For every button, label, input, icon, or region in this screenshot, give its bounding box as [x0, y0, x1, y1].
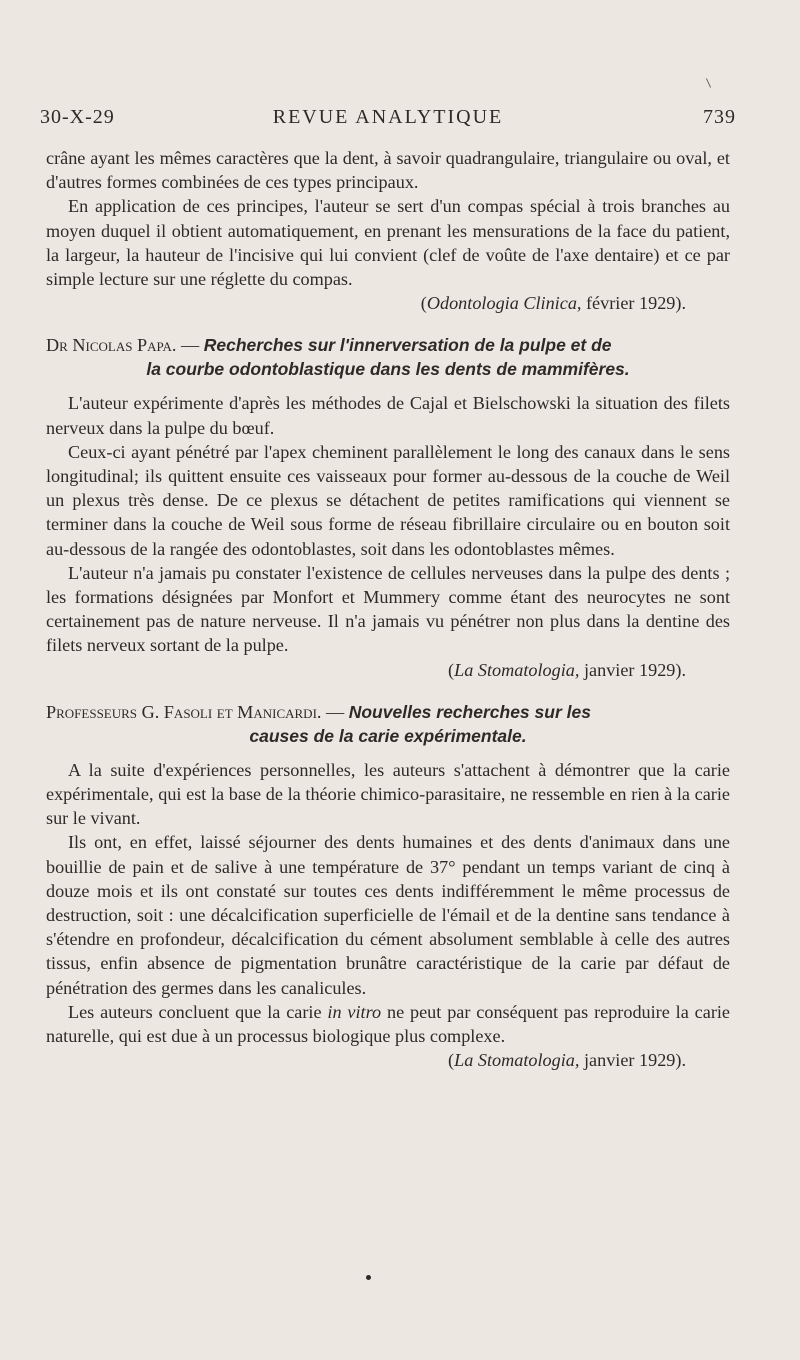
- header-date: 30-X-29: [40, 106, 115, 128]
- ink-dot: [366, 1275, 371, 1280]
- article-title-continued: la courbe odontoblastique dans les dents de mammifères.: [146, 359, 630, 380]
- article-heading: Dr Nicolas Papa. — Recherches sur l'innerversation de la pulpe et de la courbe odontoblastique dans les dents de mammifères.: [46, 333, 730, 381]
- article-title-continued: causes de la carie expérimentale.: [249, 725, 527, 746]
- article-title: Nouvelles recherches sur les: [348, 701, 591, 722]
- paragraph: En application de ces principes, l'auteur se sert d'un compas spécial à trois branches au moyen duquel il obtient automatiquement, en prenant les mensurations de la face du patient, la largeur, la hauteur de l'incisive qui lui convient (clef de voûte de l'axe dentaire) et ce par simple lecture sur une réglette du compas.: [46, 196, 730, 290]
- header-title: REVUE ANALYTIQUE: [272, 106, 504, 128]
- stray-mark: [706, 78, 711, 87]
- italic-term: in vitro: [327, 1001, 382, 1022]
- paragraph: Les auteurs concluent que la carie in vitro ne peut par conséquent pas reproduire la carie naturelle, qui est due à un processus biologique plus complexe.: [46, 1001, 731, 1047]
- source-journal: Odontologia Clinica,: [426, 293, 582, 314]
- continued-paragraph: crâne ayant les mêmes caractères que la dent, à savoir quadrangulaire, triangulaire ou oval, et d'autres formes combinées de ces types principaux.: [46, 148, 730, 193]
- source-date: janvier 1929).: [579, 1050, 686, 1071]
- article-author: Professeurs G. Fasoli et Manicardi.: [46, 701, 322, 722]
- paragraph: Ils ont, en effet, laissé séjourner des dents humaines et des dents d'animaux dans une bouillie de pain et de salive à une température de 37° pendant un temps variant de cinq à douze mois et ils ont constaté sur toutes ces dents indifféremment le même processus de destruction, soit : une décalcification superficielle de l'émail et de la dentine sans tendance à s'étendre en profondeur, décalcification du cément absolument semblable à celle des autres tissus, enfin absence de pigmentation brunâtre caractéristique de la carie par défaut de pénétration des germes dans les canalicules.: [46, 832, 730, 998]
- source-citation: (La Stomatologia, janvier 1929).: [448, 659, 686, 680]
- page-body: [46, 146, 730, 1073]
- source-date: février 1929).: [581, 293, 686, 314]
- paragraph: A la suite d'expériences personnelles, les auteurs s'attachent à démontrer que la carie expérimentale, qui est la base de la théorie chimico-parasitaire, ne ressemble en rien à la carie sur le vivant.: [46, 759, 730, 829]
- page-number: 739: [703, 106, 736, 128]
- source-journal: La Stomatologia,: [454, 1050, 580, 1071]
- article-author: Dr Nicolas Papa.: [46, 335, 177, 356]
- paragraph: L'auteur n'a jamais pu constater l'existence de cellules nerveuses dans la pulpe des dents ; les formations désignées par Monfort et Mummery comme étant des neurocytes ne sont certainement pas de nature nerveuse. Il n'a jamais vu pénétrer non plus dans la dentine des filets nerveux sortant de la pulpe.: [46, 562, 730, 656]
- source-journal: La Stomatologia,: [454, 659, 580, 680]
- article-title: Recherches sur l'innerversation de la pulpe et de: [203, 335, 612, 356]
- source-citation: (La Stomatologia, janvier 1929).: [448, 1050, 686, 1071]
- source-date: janvier 1929).: [579, 659, 686, 680]
- paragraph: Ceux-ci ayant pénétré par l'apex cheminent parallèlement le long des canaux dans le sens longitudinal; ils quittent ensuite ces vaisseaux pour former au-dessous de la couche de Weil un plexus très dense. De ce plexus se détachent de petites ramifications qui viennent se terminer dans la couche de Weil sous forme de réseau fibrillaire circulaire ou en bouton soit au-dessous de la rangée des odontoblastes, soit dans les odontoblastes mêmes.: [46, 441, 730, 559]
- article-heading: Professeurs G. Fasoli et Manicardi. — Nouvelles recherches sur les causes de la carie expérimentale.: [46, 700, 730, 748]
- source-citation: (Odontologia Clinica, février 1929).: [420, 293, 686, 314]
- running-header: [40, 106, 736, 136]
- paragraph: L'auteur expérimente d'après les méthodes de Cajal et Bielschowski la situation des filets nerveux dans la pulpe du bœuf.: [46, 393, 730, 438]
